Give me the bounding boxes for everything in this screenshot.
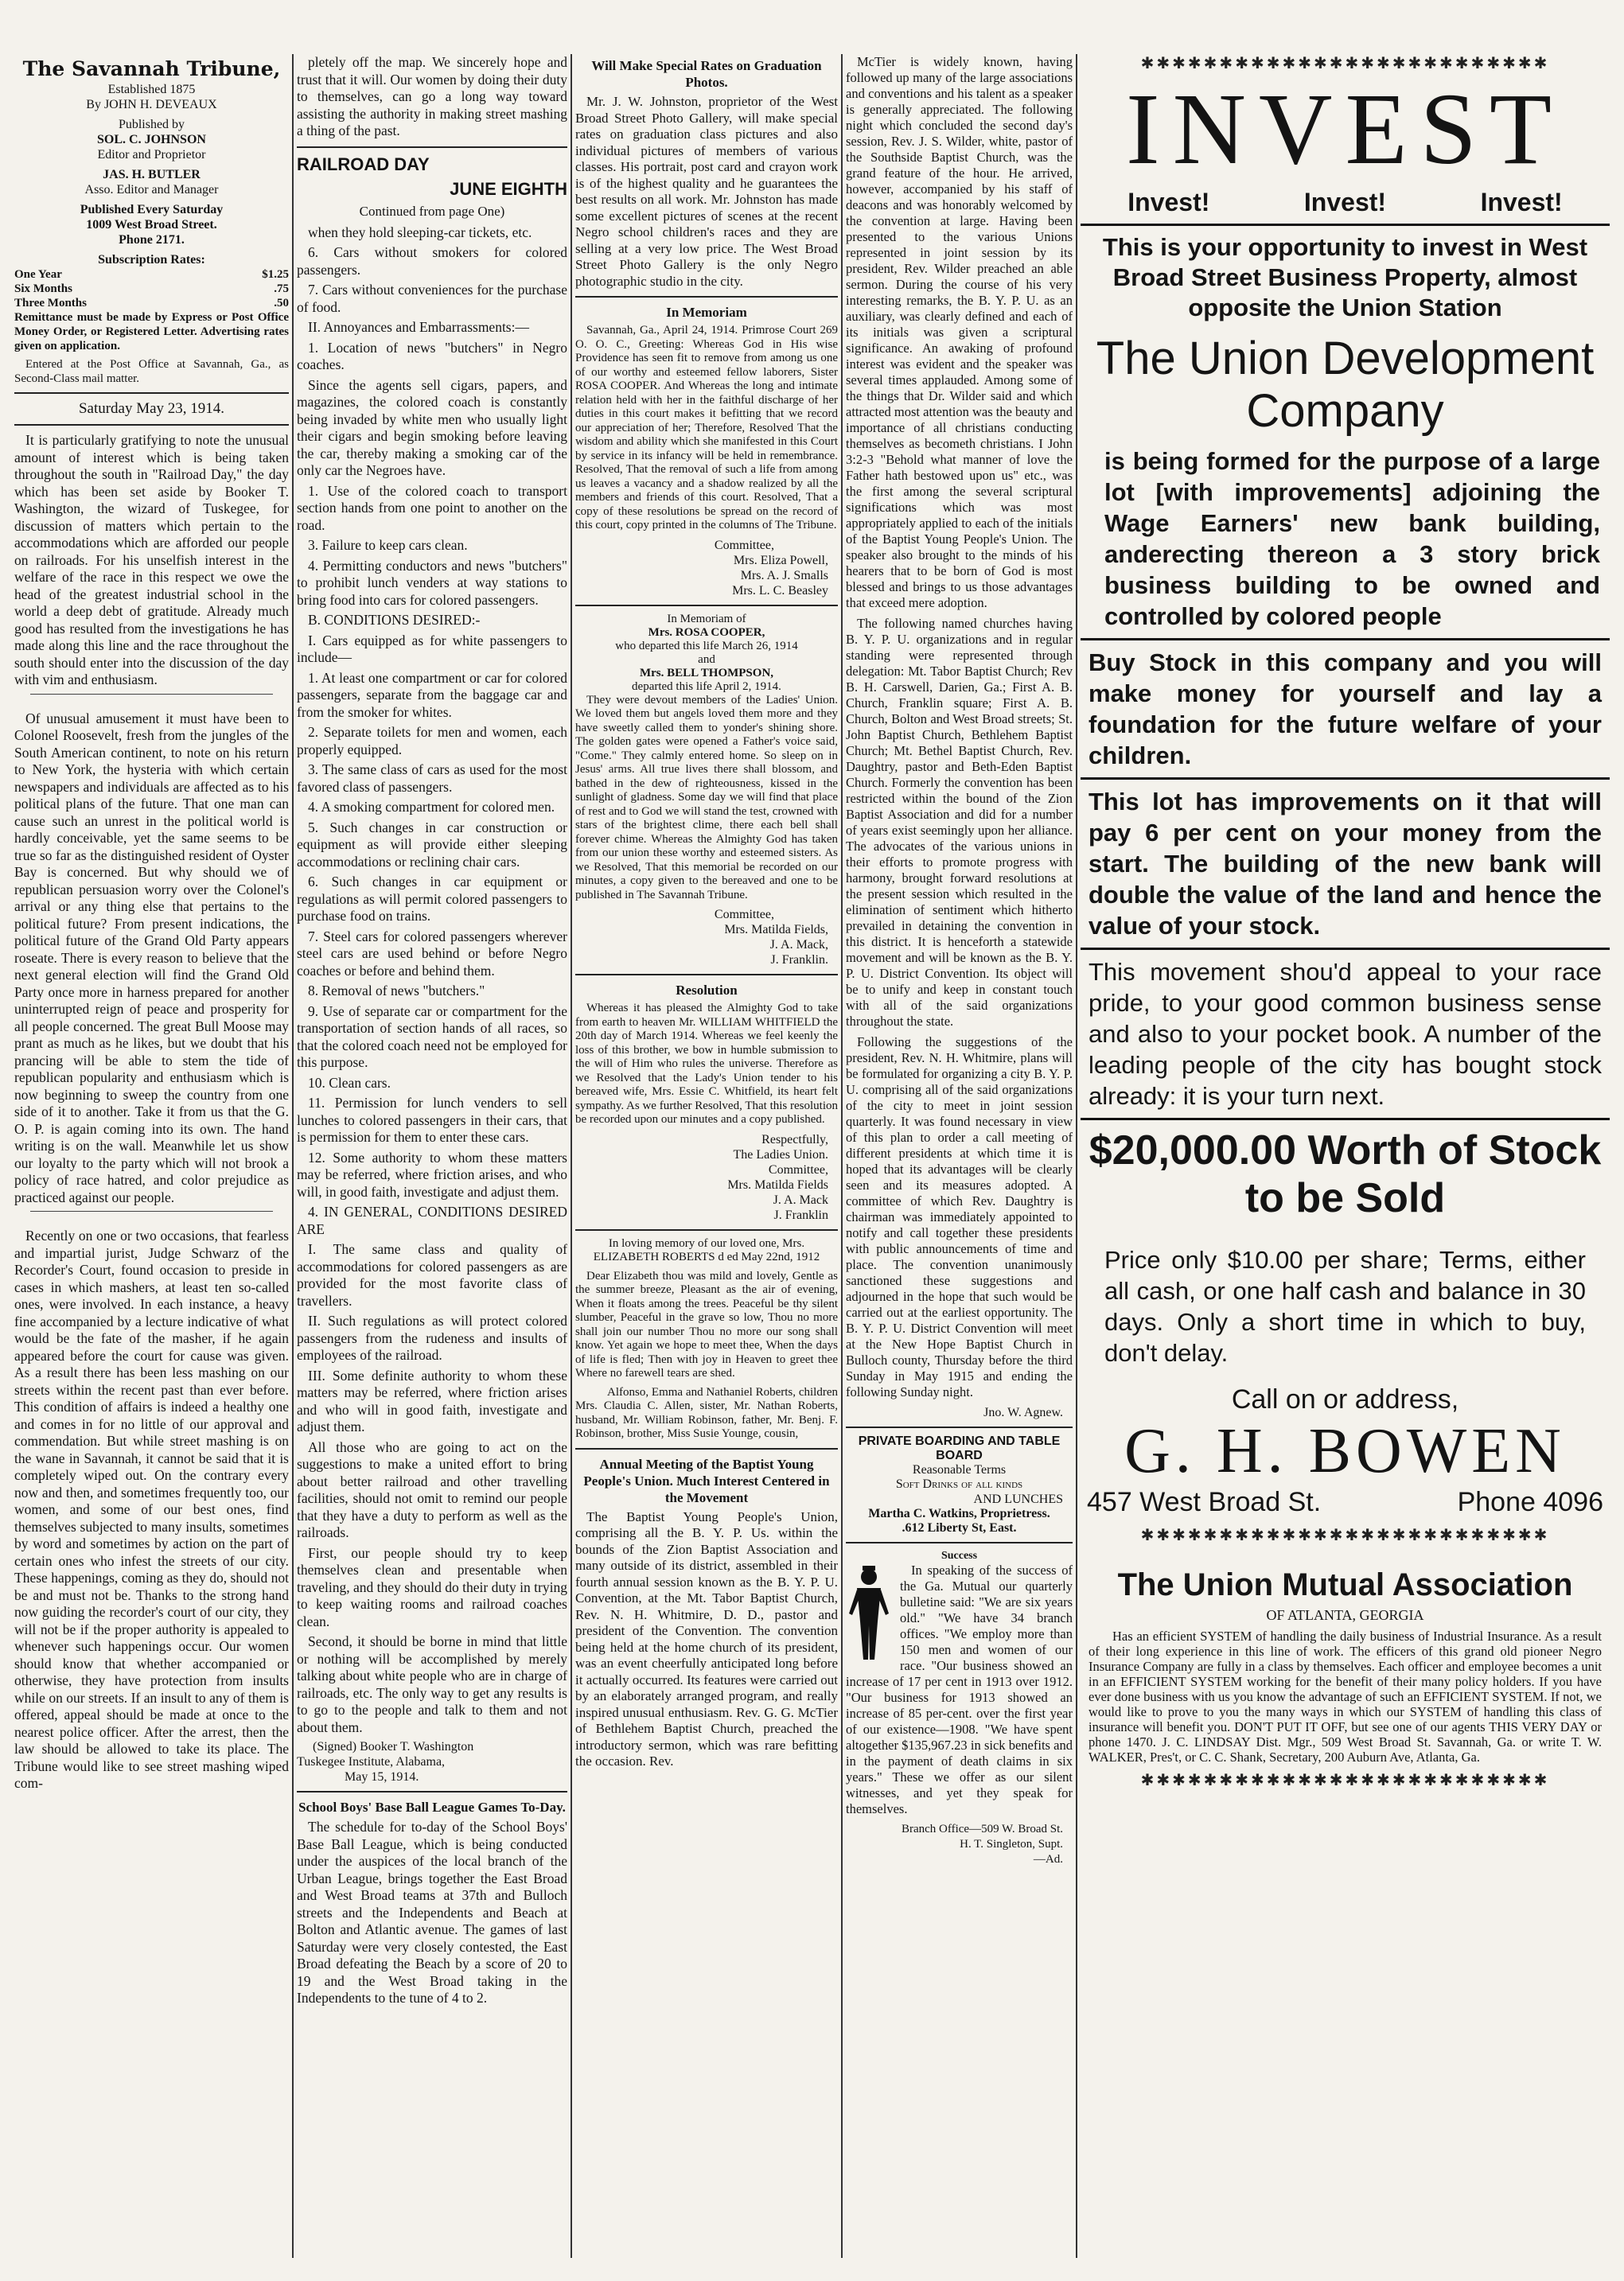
opportunity-text: This is your opportunity to invest in West Broad Street Business Property, almost opposite the Union Station [1102,233,1588,321]
memoriam-2-name: Mrs. Matilda Fields, [724,923,828,936]
railroad-item: II. Such regulations as will protect colored passengers from the rudeness and insults of employees of the railroad. [297,1313,567,1363]
rates-title: Subscription Rates: [98,253,205,267]
masthead-publisher: SOL. C. JOHNSON [97,133,206,146]
railroad-item: II. Annoyances and Embarrassments:— [308,319,529,335]
column-rule [292,54,294,2258]
man-silhouette-icon [846,1566,892,1661]
boarding-drinks: Soft Drinks of all kinds [895,1477,1023,1491]
divider [1081,1118,1610,1120]
memoriam-2-committee: Committee, [714,908,774,921]
divider [575,605,838,606]
railroad-item: 3. Failure to keep cars clean. [308,537,468,553]
memoriam-2-name: Mrs. BELL THOMPSON, [639,666,774,679]
divider [297,146,567,148]
railroad-day-headline-2: JUNE EIGHTH [450,178,567,199]
divider [846,1542,1073,1543]
resolution-text: Whereas it has pleased the Almighty God to take from earth to heaven Mr. WILLIAM WHITFIELD the 20th day of March 1914. Whereas we feel keenly the loss of this brother, we bow in humble submission to the will of Him who rules the universe. Therefore as we Resolved that the Lady's Union tender to his bereaved wife, Mrs. Essie C. Whitfield, its heart felt sympathy. As we further Resolved, That this resolution be recorded upon our minutes and a copy published. [575,1002,838,1126]
company-purpose: is being formed for the purpose of a large lot [with improvements] adjoining the Wage Earners' new bank building, anderecting thereon a 3 story brick business building to be owned and controlled by colored people [1104,447,1600,630]
railroad-item: 7. Steel cars for colored passengers wherever steel cars are used behind or before Negro coaches or before and behind them. [297,928,567,979]
mutual-city: OF ATLANTA, GEORGIA [1266,1607,1424,1623]
entered-note: Entered at the Post Office at Savannah, Ga., as Second-Class mail matter. [14,358,289,385]
divider [30,694,273,695]
railroad-items [297,224,567,1737]
invest-sub-row [1081,188,1610,217]
annual-meeting-text: The Baptist Young People's Union, comprising all the B. Y. P. Us. within the bounds of the Zion Baptist Association and many outside of its district, assembled in their fourth annual session known as the B. Y. P. U. Convention, at the Mt. Tabor Baptist Church, Rev. N. H. Whitmire, D. D., pastor and president of the Convention. The convention being held at the home church of its president, was an event cheerfully anticipated long before it actually occurred. Its features were carried out by an elaborately arranged program, and really inspired unusual enthusiasm. Rev. G. G. McTier of Bethlehem Baptist Church, preached the introductory sermon, which was rare befitting the occasion. Rev. [575,1508,838,1769]
mutual-headline: The Union Mutual Association [1117,1567,1573,1602]
memoriam-2-name: Mrs. ROSA COOPER, [648,625,765,639]
railroad-item: 4. A smoking compartment for colored men. [308,799,555,815]
photo-headline: Will Make Special Rates on Graduation Photos. [591,58,822,90]
contact-street: 457 West Broad St. [1087,1487,1322,1517]
railroad-item: Since the agents sell cigars, papers, and magazines, the colored coach is constantly being invaded by white men who usually light their cigars and begin smoking before leaving the car, thereby making a smoking car of the only car the Negroes have. [297,376,567,478]
divider [575,1229,838,1231]
railroad-item: 8. Removal of news "butchers." [308,983,485,998]
editorial-continued: pletely off the map. We sincerely hope and trust that it will. Our women by doing their duty to themselves, can go a long way toward assisting the authority in making street mashing a thing of the past. [297,54,567,138]
invest-headline: INVEST [1125,72,1565,185]
masthead-title: The Savannah Tribune, [22,57,281,80]
memoriam-1-name: Mrs. Eliza Powell, [733,553,828,567]
signature-place: Tuskegee Institute, Alabama, [297,1755,446,1769]
memoriam-2-and: and [698,652,715,666]
railroad-item: 3. The same class of cars as used for the most favored class of passengers. [297,761,567,795]
rate-row: One Year $1.25 [14,268,289,281]
railroad-item: All those who are going to act on the suggestions to make a united effort to bring about better railroad and other travelling facilities, should not omit to remind our people that they have a duty to perform as well as the railroads. [297,1438,567,1540]
memoriam-1-committee: Committee, [714,538,774,552]
divider [575,1448,838,1450]
invest-word: Invest! [1127,188,1210,216]
railroad-item: 4. IN GENERAL, CONDITIONS DESIRED ARE [297,1204,567,1237]
baseball-text: The schedule for to-day of the School Boys' Base Ball League, which is being conducted under the auspices of the local branch of the Urban League, brings together the East Broad and West Broad teams at 37th and Bulloch streets and the Independents and Beach at Bolton and Atlantic avenue. The games of last Saturday were very closely contested, the East Broad defeating the Beach by a score of 20 to 19 and the West Broad taking in the Independents to the tune of 4 to 2. [297,1819,567,2006]
railroad-item: I. The same class and quality of accommodations for colored passengers as are provided for the most favorite class of travellers. [297,1241,567,1309]
memoriam-1-name: Mrs. A. J. Smalls [740,568,828,582]
boarding-proprietress: Martha C. Watkins, Proprietress. [868,1507,1050,1520]
railroad-item: 10. Clean cars. [308,1074,391,1091]
boarding-headline: PRIVATE BOARDING AND TABLE BOARD [858,1434,1061,1462]
memoriam-2-name: J. A. Mack, [769,938,828,952]
railroad-item: Second, it should be borne in mind that little or nothing will be accomplished by merely talking about white people who are in charge of railroads, etc. The only way to get any results is to go to the people and talk to them and not about them. [297,1633,567,1735]
success-office: Branch Office—509 W. Broad St. [901,1823,1063,1835]
rate-row: Three Months .50 [14,297,289,309]
movement-text: This movement shou'd appeal to your race pride, to your good common business sense and also to your pocket book. A number of the leading people of the city has bought stock already: it is your turn next. [1089,958,1602,1110]
editorial-railroad-day: It is particularly gratifying to note the unusual amount of interest which is being taken throughout the south in "Railroad Day," the day which has been set aside by Booker T. Washington, the wizard of Tuskegee, for discussion of matters which pertain to the accommodations which are afforded our people on railroads. For his unselfish interest in the welfare of the race in this respect we owe the head of the greatest industrial school in the world a deep debt of gratitude. Already much good has resulted from the investigations he has made along this line and the race throughout the south should enter into the discussion of the day with vim and enthusiasm. [14,432,289,687]
memoriam-1-text: Savannah, Ga., April 24, 1914. Primrose Court 269 O. O. C., Greeting: Whereas God in His wise Providence has seen fit to remove from among us one of our worthy and esteemed fellow laborers, Sister ROSA COOPER. And Whereas the long and intimate relation held with her in the faithful discharge of her duties in this court makes it befitting that we record our appreciation of her; Therefore, Resolved That the wisdom and ability which she manifested in this Court by service in its infancy will be held in remembrance. Resolved, That the removal of such a life from among us leaves a vacancy and a shadow realized by all the members and friends of this court. Resolved, That a copy of these resolutions be spread on the record of this court, copy printed in the columns of The Tribune. [575,324,838,531]
divider [30,1211,273,1212]
resolution-signature: Committee, [768,1162,828,1177]
star-border: ✱✱✱✱✱✱✱✱✱✱✱✱✱✱✱✱✱✱✱✱✱✱✱✱✱✱ [1140,55,1550,72]
resolution-signature: Respectfully, [761,1132,828,1146]
divider [14,424,289,426]
divider [846,1427,1073,1428]
stock-headline: $20,000.00 Worth of Stock [1089,1127,1602,1174]
railroad-item: 5. Such changes in car construction or equipment as will provide either sleeping accommodations or reclining chair cars. [297,819,567,870]
call-text: Call on or address, [1231,1384,1459,1415]
memoriam-2-date: departed this life April 2, 1914. [632,679,781,693]
railroad-item: 2. Separate toilets for men and women, each properly equipped. [297,724,567,757]
railroad-item: 6. Cars without smokers for colored passengers. [297,244,567,278]
baseball-headline: School Boys' Base Ball League Games To-Day. [298,1800,566,1815]
railroad-item: 11. Permission for lunch venders to sell lunches to colored passengers in their cars, that is permission for them to enter these cars. [297,1095,567,1145]
divider [575,974,838,975]
convention-text-2: The following named churches having B. Y. P. U. organizations and in regular standing were represented through delegation: Mt. Tabor Baptist Church; Rev B. H. Carswell, Darien, Ga.; First A. B. Church, Franklin square; First A. B. Church, Bolton and West Broad streets; St. John Baptist Church, Bethlehem Baptist Church; Mt. Bethel Baptist Church, Rev. Daughtry, pastor and Beth-Eden Baptist Church. Formerly the convention has been restricted within the bound of the Zion Baptist Association and did for a number of years exist seemingly upon her alliance. The advocates of the various unions in their efforts to promote progress with harmony, brought forward resolutions at the present session which resulted in the elimination of sentiment which hitherto prevailed in detaining the convention in this district. It is henceforth a statewide movement and will be known as the B. Y. P. U. District Convention. Its object will be to unify and keep in constant touch with all of the said organizations throughout the state. [846,616,1073,1029]
divider [1081,777,1610,780]
memoriam-2-name: J. Franklin. [770,953,828,967]
success-text: In speaking of the success of the Ga. Mutual our quarterly bulletine said: "We are six years old." "We have 34 branch offices. "We employ more than 150 men and women of our race. "Our business showed an increase of 17 per cent in 1913 over 1912. "Our business for 1913 showed an increase of 85 per-cent. over the first year of our existence—1908. "We have spent altogether $135,967.23 in sick benefits and in the payment of death claims in six years." These we offer as our silent witnesses, and yet they speak for themselves. [846,1563,1073,1816]
remittance-note: Remittance must be made by Express or Post Office Money Order, or Registered Letter. Advertising rates given on application. [14,311,289,352]
company-name-2: Company [1246,385,1444,437]
invest-word: Invest! [1480,188,1563,216]
rate-row: Six Months .75 [14,282,289,295]
stock-headline-2: to be Sold [1244,1175,1446,1221]
editorial-street-mashing: Recently on one or two occasions, that fearless and impartial jurist, Judge Schwarz of the Recorder's Court, found occasion to preside in cases in which mashers, at least ten so-called ones, were involved. In each instance, a heavy fine accompanied by a lecture indicative of what would be the fate of the masher, if he again appeared before the court for cause was given. As a result there has been less mashing on our streets within the recent past than ever before. This condition of affairs is indeed a healthy one and comes in for no little of our approval and commendation. But while street mashing is on the wane in Savannah, it cannot be said that it is completely wiped out. On the contrary every now and then, and sometimes frequently too, our women, and some of our best ones, find themselves subjected to many insults, sometimes by word and sometimes by action on the part of certain ones who infest the streets of our city. These happenings, coming as they do, should not be and must not be. Thanks to the strong hand now guiding the recorder's court of our city, they will not be if the proper authority is appealed to whenever such happenings occur. Our women should know that whether accompanied or otherwise, they have protection from insults while on our streets. If an insult to any of them is offered, appeal should be made at once to the nearest police officer. After the arrest, then the law should be allowed to take its place. The Tribune would like to see street mashing wiped com- [14,1228,289,1791]
railroad-item: when they hold sleeping-car tickets, etc. [308,224,532,240]
memoriam-2-headline: In Memoriam of [667,612,746,625]
divider [575,296,838,298]
convention-text-3: Following the suggestions of the president, Rev. N. H. Whitmire, plans will be formulated for organizing a city B. Y. P. U. comprising all of the said organizations of the city to meet in joint session quarterly. It was found necessary in view of this plan to order a call meeting of different presidents at which time it is hoped that its advantages will be clearly seen and its measures adopted. A committee of which Rev. Daughtry is chairman was immediately appointed to notify and call together these presidents with public announcements of time and place. The convention unanimously sanctioned these suggestions and adjourned in the hope that such would be carried out at the earliest opportunity. The B. Y. P. U. District Convention will meet at the New Hope Baptist Church in Bulloch county, Thursday before the third Sunday in May 1915 and ending the following Sunday night. [846,1034,1073,1399]
issue-date: Saturday May 23, 1914. [78,400,225,417]
column-rule [1076,54,1077,2258]
mutual-text: Has an efficient SYSTEM of handling the daily business of Industrial Insurance. As a result of their long experience in this line of work. The efficers of this grand old pioneer Negro Insurance Company are fully in a class by themselves. Each officer and employee becomes a unit in an EFFICIENT SYSTEM working for the benefit of their many policy holders. If you have ever done business with us you know the advantage of such an EFFICIENT SYSTEM. If not, we would like to prove to you the many ways in which our SYSTEM of handling this class of insurance will benefit you. DON'T PUT IT OFF, but see one of our agents THIS VERY DAY or phone 1470. J. C. LINDSAY Dist. Mgr., 509 West Broad St. Savannah, Ga. or write T. W. WALKER, Pres't, or C. C. Shank, Secretary, 200 Auburn Ave, Atlanta, Ga. [1089,1629,1602,1765]
railroad-item: III. Some definite authority to whom these matters may be referred, where friction arises and who will in good faith, investigate and adjust them. [297,1367,567,1434]
column-rule [571,54,572,2258]
lot-improvements-text: This lot has improvements on it that will pay 6 per cent on your money from the start. The building of the new bank will double the value of the land and hence the value of your stock. [1089,788,1602,940]
star-border: ✱✱✱✱✱✱✱✱✱✱✱✱✱✱✱✱✱✱✱✱✱✱✱✱✱✱ [1140,1527,1550,1544]
success-headline: Success [941,1550,978,1562]
masthead-pub-line: Phone 2171. [119,233,185,247]
company-name: The Union Development [1096,333,1595,384]
masthead-pub-line: 1009 West Broad Street. [86,218,217,232]
buy-stock-text: Buy Stock in this company and you will make money for yourself and lay a foundation for the future welfare of your children. [1089,648,1602,769]
boarding-terms: Reasonable Terms [912,1463,1007,1477]
railroad-day-headline: RAILROAD DAY [297,154,430,174]
memoriam-2-date: who departed this life March 26, 1914 [615,639,798,652]
poem-names: Alfonso, Emma and Nathaniel Roberts, children Mrs. Claudia C. Allen, sister, Mr. Nathan Roberts, husband, Mr. William Robinson, father, Mr. Benj. F. Robinson, brother, Miss Susie Younge, cousin, [575,1385,838,1440]
column-rule [841,54,843,2258]
photo-text: Mr. J. W. Johnston, proprietor of the West Broad Street Photo Gallery, will make special rates on graduation class pictures and also individual pictures of members of various classes. His portrait, post card and crayon work is of the highest quality and he guarantees the best results on all work. Mr. Johnston has made some excellent pictures of scenes at the recent Negro school children's races and they are selling at a very low price. The West Broad Street Photo Gallery is the only Negro photographic studio in the city. [575,94,838,289]
masthead-published-by: Published by [118,118,185,131]
railroad-item: 4. Permitting conductors and news "butchers" to prohibit lunch venders at way stations to bring food into cars for colored passengers. [297,557,567,608]
poem-text: Dear Elizabeth thou was mild and lovely, Gentle as the summer breeze, Pleasant as the air of evening, When it floats among the trees. Peaceful be thy silent slumber, Peaceful in the grave so low, Thou no more shall join our number Thou no more our song shall know. Yet again we hope to meet thee, When the days of life is fled; Then with joy in Heaven to greet thee Where no farewell tears are shed. [575,1269,838,1380]
column-convention [846,54,1073,1867]
subscription-rates [14,252,289,353]
railroad-item: I. Cars equipped as for white passengers to include— [297,632,567,665]
signature: (Signed) Booker T. Washington [313,1740,474,1754]
boarding-address: .612 Liberty St, East. [902,1521,1017,1535]
masthead-assoc-role: Asso. Editor and Manager [84,183,219,197]
railroad-item: 1. At least one compartment or car for colored passengers, separate from the baggage car and from the smoker for whites. [297,669,567,720]
railroad-item: 12. Some authority to whom these matters may be referred, where friction arises, and who will, in good faith, investigate and adjust them. [297,1149,567,1200]
railroad-item: 9. Use of separate car or compartment for the transportation of section hands of all races, so that the colored coach need not be employed for this purpose. [297,1002,567,1070]
masthead-founder: By JOHN H. DEVEAUX [86,98,217,111]
signature-date: May 15, 1914. [345,1770,419,1784]
column-editorial [14,54,289,1797]
contact-phone: Phone 4096 [1457,1487,1603,1517]
resolution-signature: J. Franklin [773,1208,828,1222]
convention-signature: Jno. W. Agnew. [983,1406,1063,1419]
divider [1081,638,1610,640]
divider [1081,948,1610,950]
masthead-assoc: JAS. H. BUTLER [103,168,201,181]
resolution-signature: The Ladies Union. [733,1147,828,1162]
editorial-roosevelt: Of unusual amusement it must have been to Colonel Roosevelt, fresh from the jungles of the South American continent, to note on his return to New York, the hysteria with which certain newspapers and individuals are affected as to his political plans of the future. That one man can cause such an unrest in the political world is hardly conceivable, yet the same seems to be true so far as the distinguished resident of Oyster Bay is concerned. But why should we of republican persuasion worry over the Colonel's arrival or any thing else that pertains to the political future? From present indications, the political future of the Grand Old Party appears roseate. There is every reason to believe that the next general election will find the Grand Old Party once more in harness prepared for another uninterrupted reign of peace and prosperity for all people concerned. The great Bull Moose may prant as much as he likes, but we doubt that his prancing will be able to stem the tide of republican popularity and enthusiasm which is now beginning to sweep the country from one side of it to another. Take it from us that the G. O. P. is again coming into its own. The hand writing is on the wall. Meanwhile let us show our loyalty to the party which will not brook a policy of race hatred, and color prejudice as practiced against our people. [14,710,289,1205]
masthead-established: Established 1875 [107,83,196,96]
star-border: ✱✱✱✱✱✱✱✱✱✱✱✱✱✱✱✱✱✱✱✱✱✱✱✱✱✱ [1140,1772,1550,1789]
memoriam-1-headline: In Memoriam [666,305,747,320]
contact-address-row [1081,1487,1610,1518]
memoriam-2-text: They were devout members of the Ladies' Union. We loved them but angels loved them more and they have sweetly called them to yonder's shining shore. The golden gates were opened a Father's voice said, "Come." They calmly entered home. So sleep on in Jesus' arms. All true lives there shall blossom, and bathed in the dew of righteousness, kissed in the sunlight of gladness. Some day we will find that place of rest and to God we will stand the test, crowned with stars of the brightest clime, there each bell shall forever chime. Whereas the Almighty God has taken from our union these worthy and esteemed sisters. As we Resolved, That this memorial be recorded on our minutes, a copy given to the bereaved and one to be published in The Savannah Tribune. [575,693,838,901]
railroad-item: 1. Location of news "butchers" in Negro coaches. [297,339,567,372]
ad-mark: —Ad. [1033,1853,1063,1866]
masthead-pub-line: Published Every Saturday [80,203,224,216]
newspaper-page [14,22,1610,2266]
boarding-lunches: AND LUNCHES [973,1493,1063,1506]
column-railroad-day [297,54,567,2012]
continued-note: Continued from page One) [359,203,505,219]
railroad-item: 1. Use of the colored coach to transport section hands from one point to another on the road. [297,482,567,533]
invest-word: Invest! [1303,188,1387,216]
memoriam-1-name: Mrs. L. C. Beasley [732,583,828,597]
annual-meeting-headline: Annual Meeting of the Baptist Young People's Union. Much Interest Centered in the Movement [583,1456,830,1505]
divider [14,392,289,394]
masthead-publisher-role: Editor and Proprietor [97,148,206,162]
railroad-item: B. CONDITIONS DESIRED:- [308,612,481,628]
resolution-signature: Mrs. Matilda Fields [727,1177,828,1192]
contact-name: G. H. BOWEN [1124,1416,1566,1486]
resolution-signature: J. A. Mack [773,1193,828,1207]
success-supt: H. T. Singleton, Supt. [960,1838,1063,1851]
invest-advertisement [1081,54,1610,1790]
resolution-headline: Resolution [676,983,738,998]
divider [1081,224,1610,226]
convention-text-1: McTier is widely known, having followed up many of the large associations and conventions and his talent as a speaker is generally appreciated. The following night which concluded the second day's session, Rev. J. S. Wilder, white, pastor of the Southside Baptist Church, was the grand feature of the hour. He arrived, however, accompanied by his staff of deacons and was honorably welcomed by the convention at large. Having been presented to the various Unions represented in joint session by its president, Rev. Wilder preached an able sermon. During the course of his very interesting remarks, the B. Y. P. U. as an auxiliary, was clearly defined and each of its initials was given a scriptural significance. An awaking of profound interest was evident and the speaker was several times applauded. Among some of the things that Dr. Wilder said and which attracted most attention was the beauty and importance of all christians conducting themselves as becometh christians. I John 3:2-3 "Behold what manner of love the Father hath bestowed upon us" etc., was the first among the several scriptural significations which was most appropriately applied to each of the initials of the Baptist Young People's Union. The speaker also brought to the minds of his hearers that to be born of God is most blessed and brings to us those advantages that exceed mere adoption. [846,54,1073,610]
price-text: Price only $10.00 per share; Terms, either all cash, or one half cash and balance in 30 days. Only a short time in which to buy, don't delay. [1104,1246,1586,1367]
railroad-item: 7. Cars without conveniences for the purchase of food. [297,282,567,315]
column-notices [575,54,838,1775]
poem-headline: In loving memory of our loved one, Mrs. ELIZABETH ROBERTS d ed May 22nd, 1912 [593,1236,820,1263]
railroad-item: 6. Such changes in car equipment or regulations as will permit colored passengers to purchase food on trains. [297,874,567,924]
railroad-item: First, our people should try to keep themselves clean and presentable when traveling, and they should do their duty in trying to keep waiting rooms and railroad coaches clean. [297,1544,567,1629]
divider [297,1791,567,1792]
